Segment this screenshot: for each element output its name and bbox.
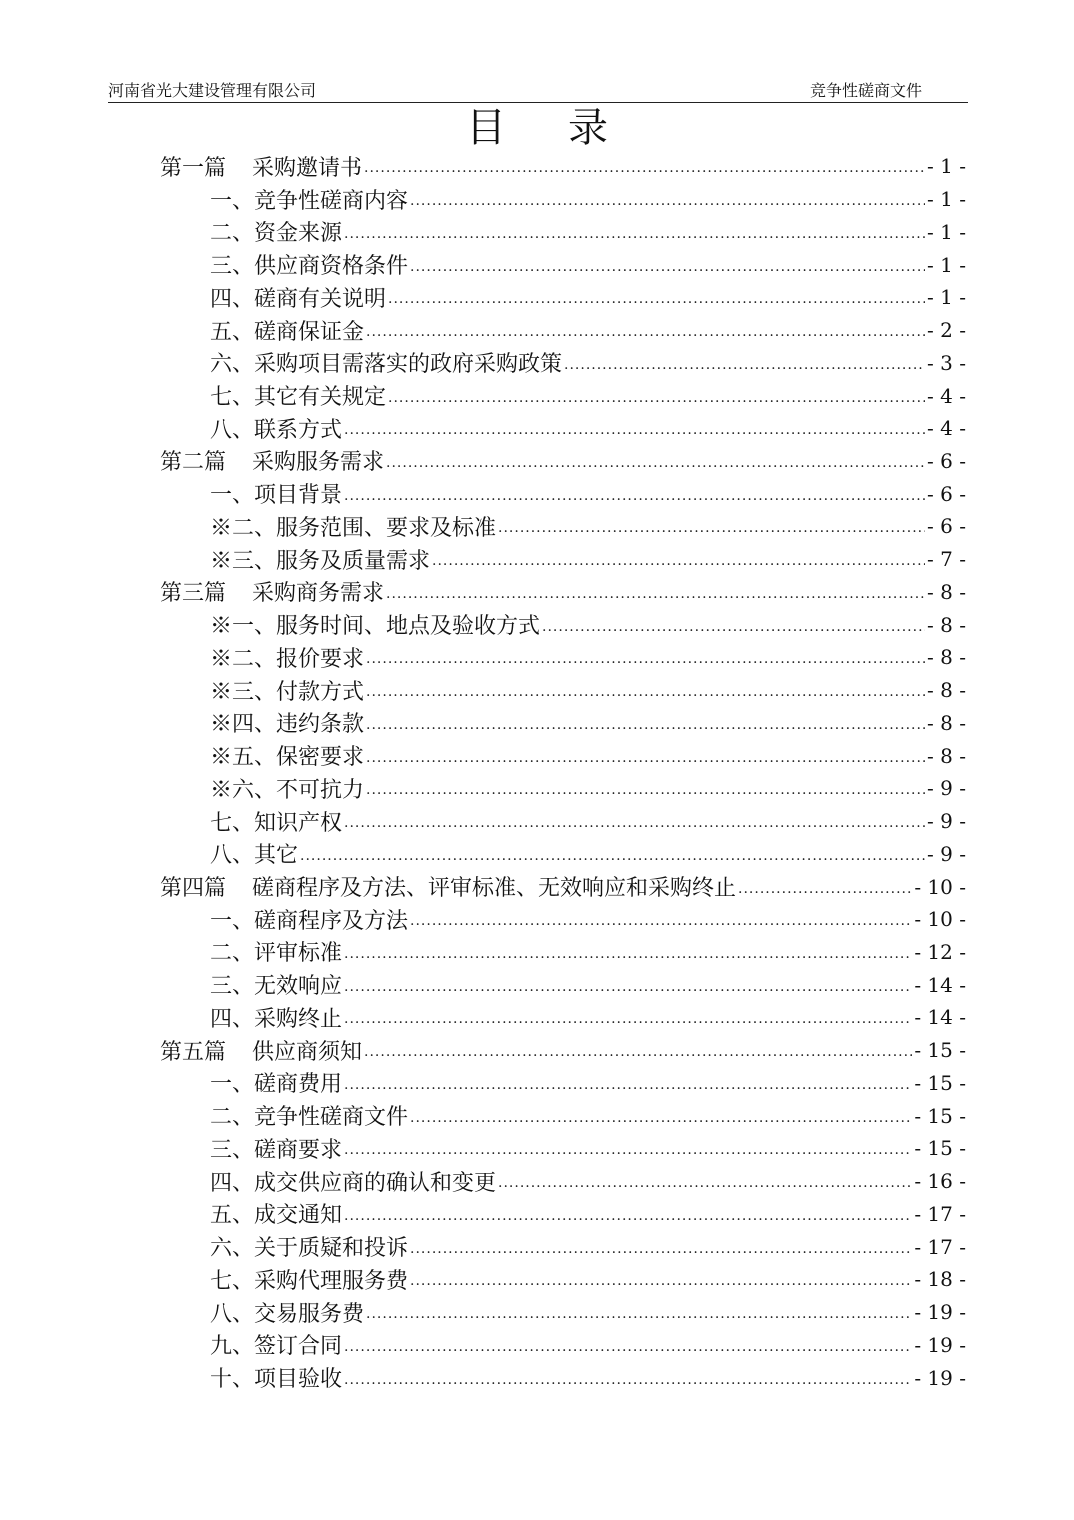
toc-section-entry[interactable] (160, 314, 966, 347)
toc-section-entry[interactable] (160, 1361, 966, 1394)
toc-entry-text: 六、采购项目需落实的政府采购政策 (210, 352, 563, 378)
toc-entry-text: 一、竞争性磋商内容 (210, 188, 409, 214)
toc-leader-dots (366, 324, 925, 340)
toc-section-entry[interactable] (160, 641, 966, 674)
toc-section-entry[interactable] (160, 706, 966, 739)
toc-page-number: - 19 - (914, 1332, 966, 1357)
toc-page-number: - 15 - (914, 1136, 966, 1161)
toc-section-entry[interactable] (160, 903, 966, 936)
toc-entry-label (210, 347, 562, 378)
toc-leader-dots (344, 422, 925, 438)
toc-leader-dots (300, 848, 925, 864)
toc-entry-label (210, 1231, 408, 1262)
toc-page-number: - 6 - (927, 514, 966, 539)
toc-leader-dots (542, 619, 925, 635)
toc-leader-dots (388, 390, 925, 406)
toc-leader-dots (498, 1175, 912, 1191)
toc-entry-text: 四、成交供应商的确认和变更 (210, 1170, 497, 1196)
toc-leader-dots (344, 815, 925, 831)
toc-entry-text: 一、磋商程序及方法 (210, 908, 409, 934)
toc-entry-label (160, 1035, 362, 1066)
toc-entry-text: 七、知识产权 (210, 810, 343, 836)
toc-page-number: - 8 - (927, 678, 966, 703)
toc-page-number: - 10 - (914, 907, 966, 932)
toc-page-number: - 19 - (914, 1365, 966, 1390)
toc-entry-label (210, 249, 408, 280)
toc-page-number: - 8 - (927, 645, 966, 670)
page-header (108, 78, 968, 103)
toc-section-entry[interactable] (160, 1296, 966, 1329)
toc-section-entry[interactable] (160, 346, 966, 379)
toc-leader-dots (564, 357, 925, 373)
toc-section-entry[interactable] (160, 215, 966, 248)
toc-entry-label (210, 740, 364, 771)
toc-section-entry[interactable] (160, 837, 966, 870)
toc-section-entry[interactable] (160, 412, 966, 445)
toc-leader-dots (344, 979, 912, 995)
toc-entry-text: ※三、付款方式 (210, 679, 365, 705)
toc-part-entry[interactable] (160, 576, 966, 609)
toc-section-entry[interactable] (160, 772, 966, 805)
header-doc-title: 竞争性磋商文件 (809, 81, 922, 100)
toc-section-entry[interactable] (160, 936, 966, 969)
toc-leader-dots (364, 160, 925, 176)
toc-entry-text: 一、磋商费用 (210, 1072, 343, 1098)
toc-leader-dots (344, 1142, 912, 1158)
toc-page-number: - 15 - (914, 1103, 966, 1128)
toc-entry-text: 采购商务需求 (252, 581, 385, 607)
toc-entry-text: 十、项目验收 (210, 1367, 343, 1393)
toc-page-number: - 15 - (914, 1038, 966, 1063)
toc-entry-label (210, 282, 386, 313)
toc-page-number: - 1 - (927, 154, 966, 179)
toc-page-number: - 1 - (927, 219, 966, 244)
toc-entry-text: 五、成交通知 (210, 1203, 343, 1229)
toc-entry-label (210, 773, 364, 804)
toc-entry-text: 七、其它有关规定 (210, 385, 387, 410)
toc-entry-label (210, 675, 364, 706)
toc-entry-label (210, 184, 408, 215)
toc-section-entry[interactable] (160, 183, 966, 216)
toc-entry-text: 磋商程序及方法、评审标准、无效响应和采购终止 (252, 876, 737, 902)
toc-entry-label (210, 1362, 342, 1393)
toc-entry-text: 八、联系方式 (210, 417, 343, 443)
toc-entry-label (160, 151, 362, 182)
toc-entry-label (210, 642, 364, 673)
toc-entry-text: 七、采购代理服务费 (210, 1268, 409, 1294)
toc-title: 目录 (466, 105, 670, 151)
toc-entry-label (210, 1166, 496, 1197)
toc-page-number: - 1 - (927, 252, 966, 277)
toc-part-entry[interactable] (160, 150, 966, 183)
toc-entry-label (210, 904, 408, 935)
toc-entry-label (160, 445, 384, 476)
toc-leader-dots (366, 717, 925, 733)
toc-section-entry[interactable] (160, 1001, 966, 1034)
toc-entry-label (210, 478, 342, 509)
toc-entry-label (210, 511, 496, 542)
table-of-contents (160, 150, 966, 1394)
toc-leader-dots (388, 291, 925, 307)
toc-entry-text: 供应商须知 (252, 1039, 363, 1065)
toc-entry-label (210, 838, 298, 869)
toc-section-entry[interactable] (160, 1230, 966, 1263)
toc-section-entry[interactable] (160, 739, 966, 772)
toc-section-entry[interactable] (160, 1067, 966, 1100)
toc-page-number: - 9 - (927, 841, 966, 866)
toc-part-number: 第二篇 (160, 450, 227, 476)
toc-section-entry[interactable] (160, 1328, 966, 1361)
toc-entry-text: 八、其它 (210, 843, 299, 869)
toc-section-entry[interactable] (160, 1099, 966, 1132)
toc-page-number: - 12 - (914, 939, 966, 964)
toc-entry-label (210, 1264, 408, 1295)
toc-leader-dots (738, 881, 912, 897)
toc-page-number: - 8 - (927, 743, 966, 768)
toc-leader-dots (344, 1208, 912, 1224)
toc-page-number: - 9 - (927, 776, 966, 801)
toc-leader-dots (410, 913, 912, 929)
toc-entry-text: 一、项目背景 (210, 483, 343, 509)
toc-entry-text: 四、采购终止 (210, 1006, 343, 1032)
toc-entry-label (210, 380, 386, 411)
toc-leader-dots (410, 193, 925, 209)
toc-entry-text: 三、无效响应 (210, 974, 343, 1000)
toc-section-entry[interactable] (160, 379, 966, 412)
toc-entry-text: ※六、不可抗力 (210, 777, 365, 803)
toc-page-number: - 6 - (927, 481, 966, 506)
toc-page-number: - 9 - (927, 809, 966, 834)
toc-part-entry[interactable] (160, 445, 966, 478)
toc-page-number: - 8 - (927, 710, 966, 735)
toc-page-number: - 4 - (927, 416, 966, 441)
toc-part-number: 第五篇 (160, 1039, 227, 1065)
toc-page-number: - 2 - (927, 318, 966, 343)
toc-entry-text: 采购邀请书 (252, 155, 363, 181)
toc-entry-text: 四、磋商有关说明 (210, 286, 387, 312)
toc-section-entry[interactable] (160, 805, 966, 838)
toc-entry-text: 三、磋商要求 (210, 1137, 343, 1163)
toc-leader-dots (344, 1339, 912, 1355)
toc-page-number: - 6 - (927, 448, 966, 473)
toc-entry-text: 八、交易服务费 (210, 1301, 365, 1327)
toc-leader-dots (410, 1110, 912, 1126)
toc-section-entry[interactable] (160, 608, 966, 641)
toc-leader-dots (366, 684, 925, 700)
toc-page-number: - 15 - (914, 1070, 966, 1095)
toc-leader-dots (366, 651, 925, 667)
toc-entry-label (210, 707, 364, 738)
toc-section-entry[interactable] (160, 477, 966, 510)
toc-section-entry[interactable] (160, 510, 966, 543)
toc-part-number: 第四篇 (160, 876, 227, 902)
toc-entry-text: 采购服务需求 (252, 450, 385, 476)
toc-entry-text: 九、签订合同 (210, 1334, 343, 1360)
toc-leader-dots (344, 226, 925, 242)
toc-entry-text: ※三、服务及质量需求 (210, 548, 431, 574)
toc-entry-text: 二、资金来源 (210, 221, 343, 247)
toc-section-entry[interactable] (160, 1165, 966, 1198)
toc-entry-label (210, 1133, 342, 1164)
toc-page-number: - 14 - (914, 972, 966, 997)
toc-leader-dots (344, 1372, 912, 1388)
toc-entry-text: ※五、保密要求 (210, 745, 365, 771)
toc-part-entry[interactable] (160, 870, 966, 903)
toc-entry-label (210, 969, 342, 1000)
toc-page-number: - 8 - (927, 612, 966, 637)
toc-leader-dots (366, 782, 925, 798)
header-company: 河南省光大建设管理有限公司 (108, 81, 317, 100)
toc-page-number: - 1 - (927, 285, 966, 310)
toc-entry-text: ※一、服务时间、地点及验收方式 (210, 614, 541, 640)
toc-entry-text: ※二、服务范围、要求及标准 (210, 515, 497, 541)
toc-entry-text: 二、竞争性磋商文件 (210, 1105, 409, 1131)
toc-entry-text: 三、供应商资格条件 (210, 254, 409, 280)
toc-leader-dots (366, 1306, 912, 1322)
toc-entry-label (210, 1100, 408, 1131)
toc-entry-label (210, 806, 342, 837)
toc-entry-text: 五、磋商保证金 (210, 319, 365, 345)
toc-leader-dots (344, 946, 912, 962)
toc-leader-dots (386, 455, 925, 471)
toc-section-entry[interactable] (160, 281, 966, 314)
toc-section-entry[interactable] (160, 248, 966, 281)
toc-entry-label (210, 315, 364, 346)
toc-leader-dots (386, 586, 925, 602)
toc-entry-text: ※四、违约条款 (210, 712, 365, 738)
toc-section-entry[interactable] (160, 1198, 966, 1231)
toc-page-number: - 18 - (914, 1267, 966, 1292)
toc-part-entry[interactable] (160, 1034, 966, 1067)
toc-section-entry[interactable] (160, 543, 966, 576)
toc-leader-dots (432, 553, 925, 569)
toc-leader-dots (366, 750, 925, 766)
toc-entry-text: 二、评审标准 (210, 941, 343, 967)
toc-page-number: - 17 - (914, 1201, 966, 1226)
toc-entry-label (210, 216, 342, 247)
toc-page-number: - 4 - (927, 383, 966, 408)
toc-section-entry[interactable] (160, 968, 966, 1001)
toc-entry-label (210, 1002, 342, 1033)
toc-leader-dots (498, 520, 925, 536)
toc-entry-label (160, 576, 384, 607)
toc-page-number: - 8 - (927, 579, 966, 604)
toc-page-number: - 7 - (927, 547, 966, 572)
toc-part-number: 第三篇 (160, 581, 227, 607)
toc-page-number: - 3 - (927, 350, 966, 375)
toc-part-number: 第一篇 (160, 155, 227, 181)
toc-leader-dots (410, 1273, 912, 1289)
toc-entry-text: ※二、报价要求 (210, 646, 365, 672)
toc-leader-dots (344, 488, 925, 504)
toc-page-number: - 14 - (914, 1005, 966, 1030)
toc-section-entry[interactable] (160, 1132, 966, 1165)
toc-leader-dots (410, 1241, 912, 1257)
toc-entry-label (210, 1067, 342, 1098)
toc-section-entry[interactable] (160, 674, 966, 707)
toc-leader-dots (364, 1044, 912, 1060)
toc-page-number: - 19 - (914, 1300, 966, 1325)
toc-page-number: - 16 - (914, 1169, 966, 1194)
toc-entry-label (210, 413, 342, 444)
toc-leader-dots (344, 1077, 912, 1093)
toc-entry-label (210, 936, 342, 967)
toc-entry-label (210, 1297, 364, 1328)
toc-leader-dots (344, 1011, 912, 1027)
toc-page-number: - 17 - (914, 1234, 966, 1259)
toc-page-number: - 1 - (927, 187, 966, 212)
toc-entry-label (210, 1329, 342, 1360)
toc-leader-dots (410, 259, 925, 275)
toc-entry-label (210, 609, 540, 640)
toc-entry-text: 六、关于质疑和投诉 (210, 1236, 409, 1262)
toc-entry-label (160, 871, 736, 902)
toc-entry-label (210, 544, 430, 575)
toc-page-number: - 10 - (914, 874, 966, 899)
toc-entry-label (210, 1198, 342, 1229)
toc-section-entry[interactable] (160, 1263, 966, 1296)
